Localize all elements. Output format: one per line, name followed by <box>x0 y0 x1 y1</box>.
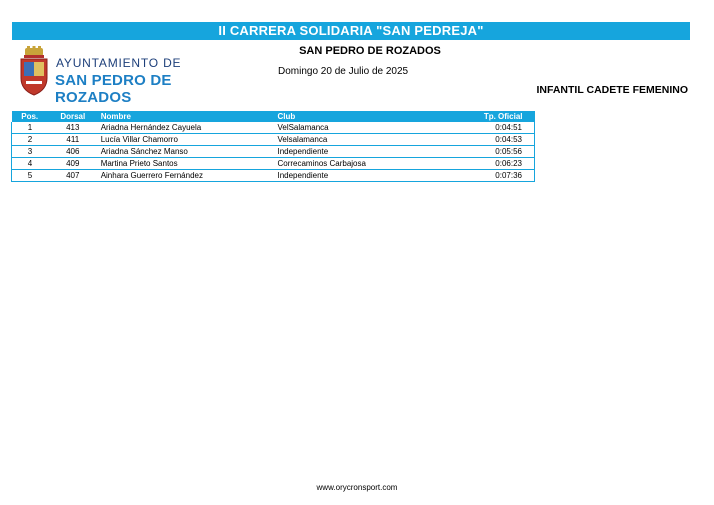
footer-url[interactable]: www.orycronsport.com <box>316 483 398 492</box>
town-crest-icon <box>18 46 50 96</box>
table-row <box>12 170 535 182</box>
event-date: Domingo 20 de Julio de 2025 <box>278 66 409 77</box>
cell-nombre: Ainhara Guerrero Fernández <box>98 170 275 182</box>
cell-club: Independiente <box>274 146 459 158</box>
table-row <box>12 134 535 146</box>
logo-line-town: SAN PEDRO DE ROZADOS <box>55 72 172 106</box>
cell-tiempo: 0:05:56 <box>459 146 534 158</box>
col-header-dorsal: Dorsal <box>48 111 98 122</box>
col-header-tiempo: Tp. Oficial <box>459 111 534 122</box>
cell-nombre: Ariadna Sánchez Manso <box>98 146 275 158</box>
cell-pos: 3 <box>12 146 48 158</box>
table-row <box>12 122 535 134</box>
cell-nombre: Ariadna Hernández Cayuela <box>98 122 275 134</box>
table-row <box>12 158 535 170</box>
town-logo <box>18 46 248 106</box>
table-header-row <box>12 111 535 122</box>
cell-club: Velsalamanca <box>274 134 459 146</box>
col-header-nombre: Nombre <box>98 111 275 122</box>
cell-tiempo: 0:04:51 <box>459 122 534 134</box>
cell-pos: 5 <box>12 170 48 182</box>
cell-club: VelSalamanca <box>274 122 459 134</box>
category-title: INFANTIL CADETE FEMENINO <box>536 84 688 96</box>
event-title-banner: II CARRERA SOLIDARIA "SAN PEDREJA" <box>12 22 690 40</box>
cell-pos: 2 <box>12 134 48 146</box>
cell-dorsal: 409 <box>48 158 98 170</box>
cell-dorsal: 413 <box>48 122 98 134</box>
cell-nombre: Lucía Villar Chamorro <box>98 134 275 146</box>
cell-club: Correcaminos Carbajosa <box>274 158 459 170</box>
logo-line-ayuntamiento: AYUNTAMIENTO DE <box>56 56 182 70</box>
results-table <box>11 111 535 182</box>
cell-tiempo: 0:04:53 <box>459 134 534 146</box>
col-header-club: Club <box>274 111 459 122</box>
cell-club: Independiente <box>274 170 459 182</box>
cell-pos: 1 <box>12 122 48 134</box>
cell-dorsal: 407 <box>48 170 98 182</box>
cell-tiempo: 0:06:23 <box>459 158 534 170</box>
cell-dorsal: 411 <box>48 134 98 146</box>
table-row <box>12 146 535 158</box>
cell-nombre: Martina Prieto Santos <box>98 158 275 170</box>
cell-tiempo: 0:07:36 <box>459 170 534 182</box>
col-header-pos: Pos. <box>12 111 48 122</box>
cell-dorsal: 406 <box>48 146 98 158</box>
event-location: SAN PEDRO DE ROZADOS <box>299 45 441 57</box>
cell-pos: 4 <box>12 158 48 170</box>
